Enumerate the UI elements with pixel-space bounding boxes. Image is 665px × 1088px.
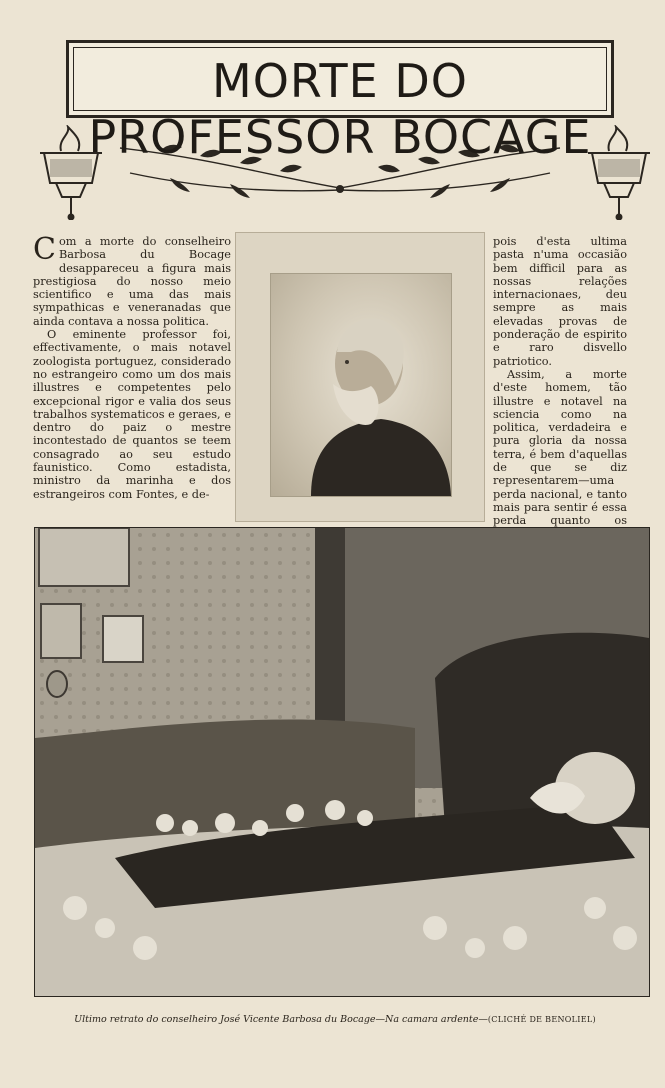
photo-caption: Ultimo retrato do conselheiro José Vicente Barbosa du Bocage—Na camara ardente—(CLICHÉ DE BENOLIEL) [74, 1014, 596, 1025]
title-banner [66, 40, 614, 164]
oil-lamp-icon [36, 125, 106, 220]
article-paragraph: Com a morte do conselheiro Barbosa du Bocage desappareceu a figura mais prestigiosa do nosso meio scientifico e uma das mais sympathicas e veneranadas que ainda contava a nossa politica. [33, 232, 231, 328]
death-chamber-photo [34, 527, 650, 997]
portrait-photo [235, 232, 485, 522]
article-column-left [33, 232, 231, 501]
article-paragraph: Assim, a morte d'este homem, tão illustre e notavel na sciencia como na politica, verdadeira e pura gloria da nossa terra, é bem d'aquellas de que se diz representarem—uma perda nacional, e tanto mais para sentir é essa perda quanto os [493, 367, 627, 528]
article-paragraph: pois d'esta ultima pasta n'uma occasião bem difficil para as nossas relações internacionaes, deu sempre as mais elevadas provas de ponderação de espirito e raro disvello patriotico. [493, 235, 627, 368]
page-title: MORTE DO PROFESSOR BOCAGE [88, 54, 592, 164]
oil-lamp-icon [584, 125, 654, 220]
photo-scene [35, 528, 649, 996]
article-paragraph: O eminente professor foi, effectivamente, o mais notavel zoologista portuguez, considerado no estrangeiro como um dos mais illustres e competentes pelo excepcional rigor e valia dos seus trabalhos systematicos e geraes, e dentro do paiz o mestre incontestado de quantos se teem consagrado ao seu estudo faunistico. Como estadista, ministro da marinha e dos estrangeiros com Fontes, e de- [33, 328, 231, 501]
photo-credit: (CLICHÉ DE BENOLIEL) [487, 1015, 596, 1024]
drop-cap: C [33, 232, 56, 267]
portrait-figure [271, 274, 451, 496]
